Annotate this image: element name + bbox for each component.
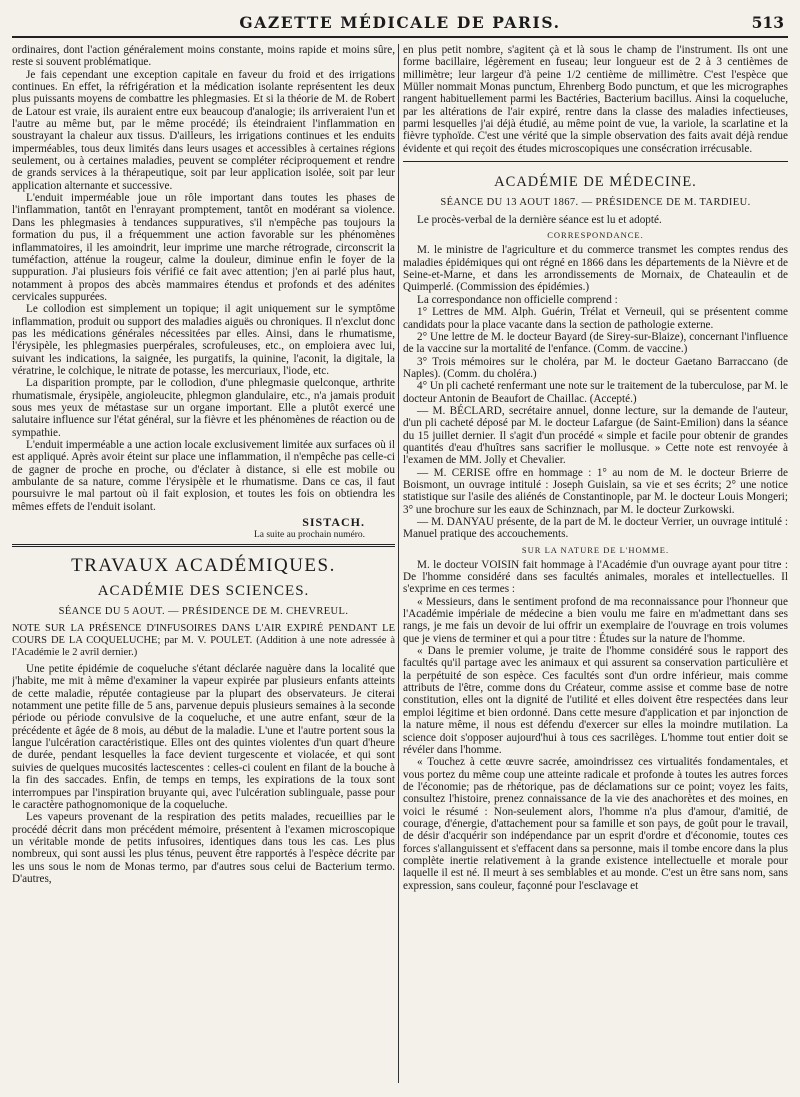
academy-heading: ACADÉMIE DE MÉDECINE. xyxy=(494,174,697,191)
seance-line: SÉANCE DU 13 AOUT 1867. — PRÉSIDENCE DE M. TARDIEU. xyxy=(440,197,751,209)
paragraph: 1° Lettres de MM. Alph. Guérin, Trélat et Verneuil, qui se présentent comme candidats pour la place vacante dans la section de pathologie externe. xyxy=(403,306,788,331)
paragraph: 3° Trois mémoires sur le choléra, par M. le docteur Gaetano Barraccano (de Naples). (Comm. du choléra.) xyxy=(403,355,788,380)
paragraph: Le collodion est simplement un topique; il agit uniquement sur le symptôme inflammation, produit ou support des maladies aiguës ou chroniques. Il n'exclut donc pas les médications générales nécessitées par elles. Ainsi, dans le rhumatisme, l'érysipèle, les phlegmasies puerpérales, scrofuleuses, etc., on emploiera avec lui, suivant les indications, la saignée, les purgatifs, la quinine, l'aconit, la digitale, la vératrine, le colchique, le nitrate de potasse, les mercuriaux, l'iode, etc. xyxy=(12,303,395,377)
section-divider xyxy=(12,544,395,547)
paragraph: La disparition prompte, par le collodion, d'une phlegmasie quelconque, arthrite rhumatismale, érysipèle, angioleucite, phlegmon glandulaire, etc., n'a jamais produit sous mes yeux de métastase sur un organe important. Elle a plutôt exercé une salutaire influence sur l'état général, sur la fièvre et les phénomènes de réaction ou de sympathie. xyxy=(12,377,395,439)
paragraph: — M. CERISE offre en hommage : 1° au nom de M. le docteur Brierre de Boismont, un ouvrage intitulé : Joseph Guislain, sa vie et ses écrits; 2° une notice statistique sur l'asile des aliénés de Constantinople, par M. le docteur Louis Mongeri; 3° une brochure sur les eaux de Schinznach, par M. le docteur Zurkowski. xyxy=(403,466,788,516)
paragraph: M. le ministre de l'agriculture et du commerce transmet les comptes rendus des maladies épidémiques qui ont régné en 1866 dans les départements de la Nièvre et de Seine-et-Marne, et dans les arrondissements de Mornaix, de Chateaulin et de Quimperlé. (Commission des épidémies.) xyxy=(403,244,788,294)
paragraph: L'enduit imperméable a une action locale exclusivement limitée aux surfaces où il est appliqué. Après avoir éteint sur place une inflammation, il n'empêche pas celle-ci de gagner de proche en proche, ou d'éclater à distance, si elle est mobile ou ambulante de sa nature, comme l'érysipèle et le rhumatisme. Dans ce cas, il faut poursuivre le mal partout où il fait explosion, et toutes les fois on obtiendra les mêmes effets de l'enduit isolant. xyxy=(12,439,395,513)
paragraph: 2° Une lettre de M. le docteur Bayard (de Sirey-sur-Blaize), concernant l'influence de la vaccine sur la mortalité de l'enfance. (Comm. de vaccine.) xyxy=(403,330,788,356)
journal-title: GAZETTE MÉDICALE DE PARIS. xyxy=(239,13,561,32)
academy-heading: ACADÉMIE DES SCIENCES. xyxy=(97,583,310,600)
section-divider xyxy=(403,161,788,162)
left-column xyxy=(12,44,395,1083)
correspondance-heading: CORRESPONDANCE. xyxy=(547,230,644,241)
running-header xyxy=(12,10,788,38)
right-column xyxy=(403,44,788,1083)
paragraph: 4° Un pli cacheté renfermant une note sur le traitement de la tuberculose, par M. le docteur Antonin de Beaufort de Chaillac. (Accepté.) xyxy=(403,380,788,405)
paragraph: M. le docteur VOISIN fait hommage à l'Académie d'un ouvrage ayant pour titre : De l'homme considéré dans ses facultés animales, morales et intellectuelles. Il s'exprime en ces termes : xyxy=(403,558,788,596)
sub-heading: SUR LA NATURE DE L'HOMME. xyxy=(521,544,670,555)
paragraph: ordinaires, dont l'action généralement moins constante, moins rapide et moins sûre, reste si souvent problématique. xyxy=(12,44,395,69)
paragraph: Je fais cependant une exception capitale en faveur du froid et des irrigations continues. En effet, la réfrigération et la médication isolante représentent les deux plus puissants moyens de combattre les phlegmasies. Et si la théorie de M. de Robert de Latour est vraie, ils auraient entre eux beaucoup d'analogie; ils arriveraient l'un et l'autre au même but, par le même procédé; ils éteindraient l'inflammation en soustrayant la chaleur aux tissus. D'ailleurs, les irrigations continues et les enduits imperméables, tous deux limités dans leurs usages et accessibles à certaines régions seulement, ou à certaines maladies, peuvent se compléter réciproquement et rendre de grands services à la thérapeutique, soit par leur application isolée, soit par leur application alternante et successive. xyxy=(12,68,395,192)
author-signature: SISTACH. xyxy=(302,515,365,530)
column-rule xyxy=(398,44,399,1083)
section-title: TRAVAUX ACADÉMIQUES. xyxy=(71,555,336,577)
paragraph: Une petite épidémie de coqueluche s'étant déclarée naguère dans la localité que j'habite, me mit à même d'examiner la vapeur expirée par plusieurs enfants atteints de cette maladie, réputée contagieuse par la plupart des observateurs. Je citerai notamment une petite fille de 5 ans, parvenue depuis plusieurs semaines à la seconde période ou période convulsive de la coqueluche, et une autre enfant, sœur de la précédente et âgée de 8 mois, au début de la maladie. L'une et l'autre portent sous la langue l'ulcération caractéristique. Elles ont des quintes violentes d'un quart d'heure de durée, pendant lesquelles la face devient turgescente et violacée, et qui sont suivies de quelques mucosités lactescentes : celles-ci coulent en filant de la bouche à la fin des saccades. Enfin, de temps en temps, les expirations de la toux sont interrompues par l'inspiration bruyante qui, avec l'ulcération sublinguale, passe pour le caractère pathognomonique de la coqueluche. xyxy=(12,663,395,811)
note-title: NOTE SUR LA PRÉSENCE D'INFUSOIRES DANS L'AIR EXPIRÉ PENDANT LE COURS DE LA COQUELUCHE; par M. V. POULET. (Addition à une note adressée à l'Académie le 2 avril dernier.) xyxy=(12,623,395,659)
paragraph: en plus petit nombre, s'agitent çà et là sous le champ de l'instrument. Ils ont une forme bacillaire, légèrement en fuseau; leur longueur est de 2 à 3 centièmes de millimètre; leur largeur d'à peine 1/2 centième de millimètre. C'est l'espèce que Müller nommait Monas punctum, Ehrenberg Bodo punctum, et que les micrographes rangent habituellement parmi les Bactéries, Bacterium bacillus. Ainsi la coqueluche, par les altérations de l'air expiré, rentre dans la classe des maladies infectieuses, parmi lesquelles j'ai déjà étudié, au même point de vue, la variole, la scarlatine et la fièvre typhoïde. C'est une vérité que la simple observation des faits avait déjà rendue évidente et qui reçoit des études microscopiques une consécration irrécusable. xyxy=(403,44,788,155)
proces-verbal: Le procès-verbal de la dernière séance est lu et adopté. xyxy=(417,214,662,227)
paragraph: « Dans le premier volume, je traite de l'homme considéré sous le rapport des facultés qu'il partage avec les animaux et qui assurent sa conservation particulière et la perpétuité de son espèce. Ces facultés sont d'un ordre inférieur, mais comme attributs de l'être, comme dons du Créateur, comme assise et comme base de notre constitution, elles ont la dignité de l'utilité et elles doivent être respectées dans leur emploi légitime et bien ordonné. Dans cette mesure d'application et par injonction de la nature même, il nous est défendu d'exercer sur elles la moindre mutilation. La science doit s'opposer aujourd'hui à tous ces sacrilèges. L'homme tout entier doit se révéler dans l'homme. xyxy=(403,645,788,756)
paragraph: Les vapeurs provenant de la respiration des petits malades, recueillies par le procédé décrit dans mon précédent mémoire, présentent à l'examen microscopique un véritable monde de petits infusoires, identiques dans tous les cas. Les plus nombreux, qui sont aussi les plus ténus, peuvent être rapportés à l'espèce décrite par les uns sous le nom de Monas termo, par d'autres sous celui de Bacterium termo. D'autres, xyxy=(12,811,395,885)
continuation-note: La suite au prochain numéro. xyxy=(253,530,365,541)
paragraph: L'enduit imperméable joue un rôle important dans toutes les phases de l'inflammation, tantôt en l'enrayant promptement, tantôt en modérant sa violence. Dans les phlegmasies à tendances suppuratives, s'il n'empêche pas toujours la formation du pus, il a fréquemment une action favorable sur les phénomènes inflammatoires, il les amoindrit, leur imprime une marche rétrograde, circonscrit la tuméfaction, atténue la rougeur, calme la douleur, diminue enfin le foyer de la suppuration. J'ai plusieurs fois vérifié ce fait avec attention; j'en ai parlé plus haut, notamment à propos des abcès mammaires étendus et profonds et des adénites cervicales suppurées. xyxy=(12,192,395,303)
page-number: 513 xyxy=(751,13,784,32)
paragraph: « Messieurs, dans le sentiment profond de ma reconnaissance pour l'honneur que l'Académie impériale de médecine a bien voulu me faire en m'admettant dans ses rangs, je me fais un devoir de lui offrir un exemplaire de l'ouvrage en trois volumes que je viens de terminer et qui a pour titre : Études sur la nature de l'homme. xyxy=(403,595,788,645)
paragraph: — M. DANYAU présente, de la part de M. le docteur Verrier, un ouvrage intitulé : Manuel pratique des accouchements. xyxy=(403,516,788,541)
paragraph: « Touchez à cette œuvre sacrée, amoindrissez ces virtualités fondamentales, et vous portez du même coup une atteinte radicale et profonde à toutes les autres forces de l'économie; pas de rhétorique, pas de déclamations sur ce point; voyez les faits, consultez l'histoire, prenez connaissance de la vie des anachorètes et des moines, en voici le résumé : Non-seulement alors, l'homme n'a plus d'amour, d'amitié, de courage, d'énergie, d'attachement pour sa famille et son pays, de goût pour le travail, de désir d'acquérir son indépendance par un esprit d'ordre et d'économie, toutes ces forces s'allanguissent et s'effacent dans sa personne, mais il tombe encore dans la plus complète inertie relativement à la grande existence intellectuelle et morale pour laquelle il est né. Il meurt à ses semblables et au monde. C'est un être sans nom, sans expression, sans couleur, façonné pour l'esclavage et xyxy=(403,756,788,892)
seance-line: SÉANCE DU 5 AOUT. — PRÉSIDENCE DE M. CHEVREUL. xyxy=(58,606,349,618)
paragraph: — M. BÉCLARD, secrétaire annuel, donne lecture, sur la demande de l'auteur, d'un pli cacheté déposé par M. le docteur Lafargue (de Saint-Emilion) dans la séance du 15 juillet dernier. Il s'agit d'un procédé « simple et facile pour obtenir de grandes quantités d'eau d'huîtres sans sacrifier le mollusque. » Cette note est renvoyée à l'examen de MM. Jolly et Chevalier. xyxy=(403,404,788,467)
paragraph: La correspondance non officielle comprend : xyxy=(417,293,618,306)
